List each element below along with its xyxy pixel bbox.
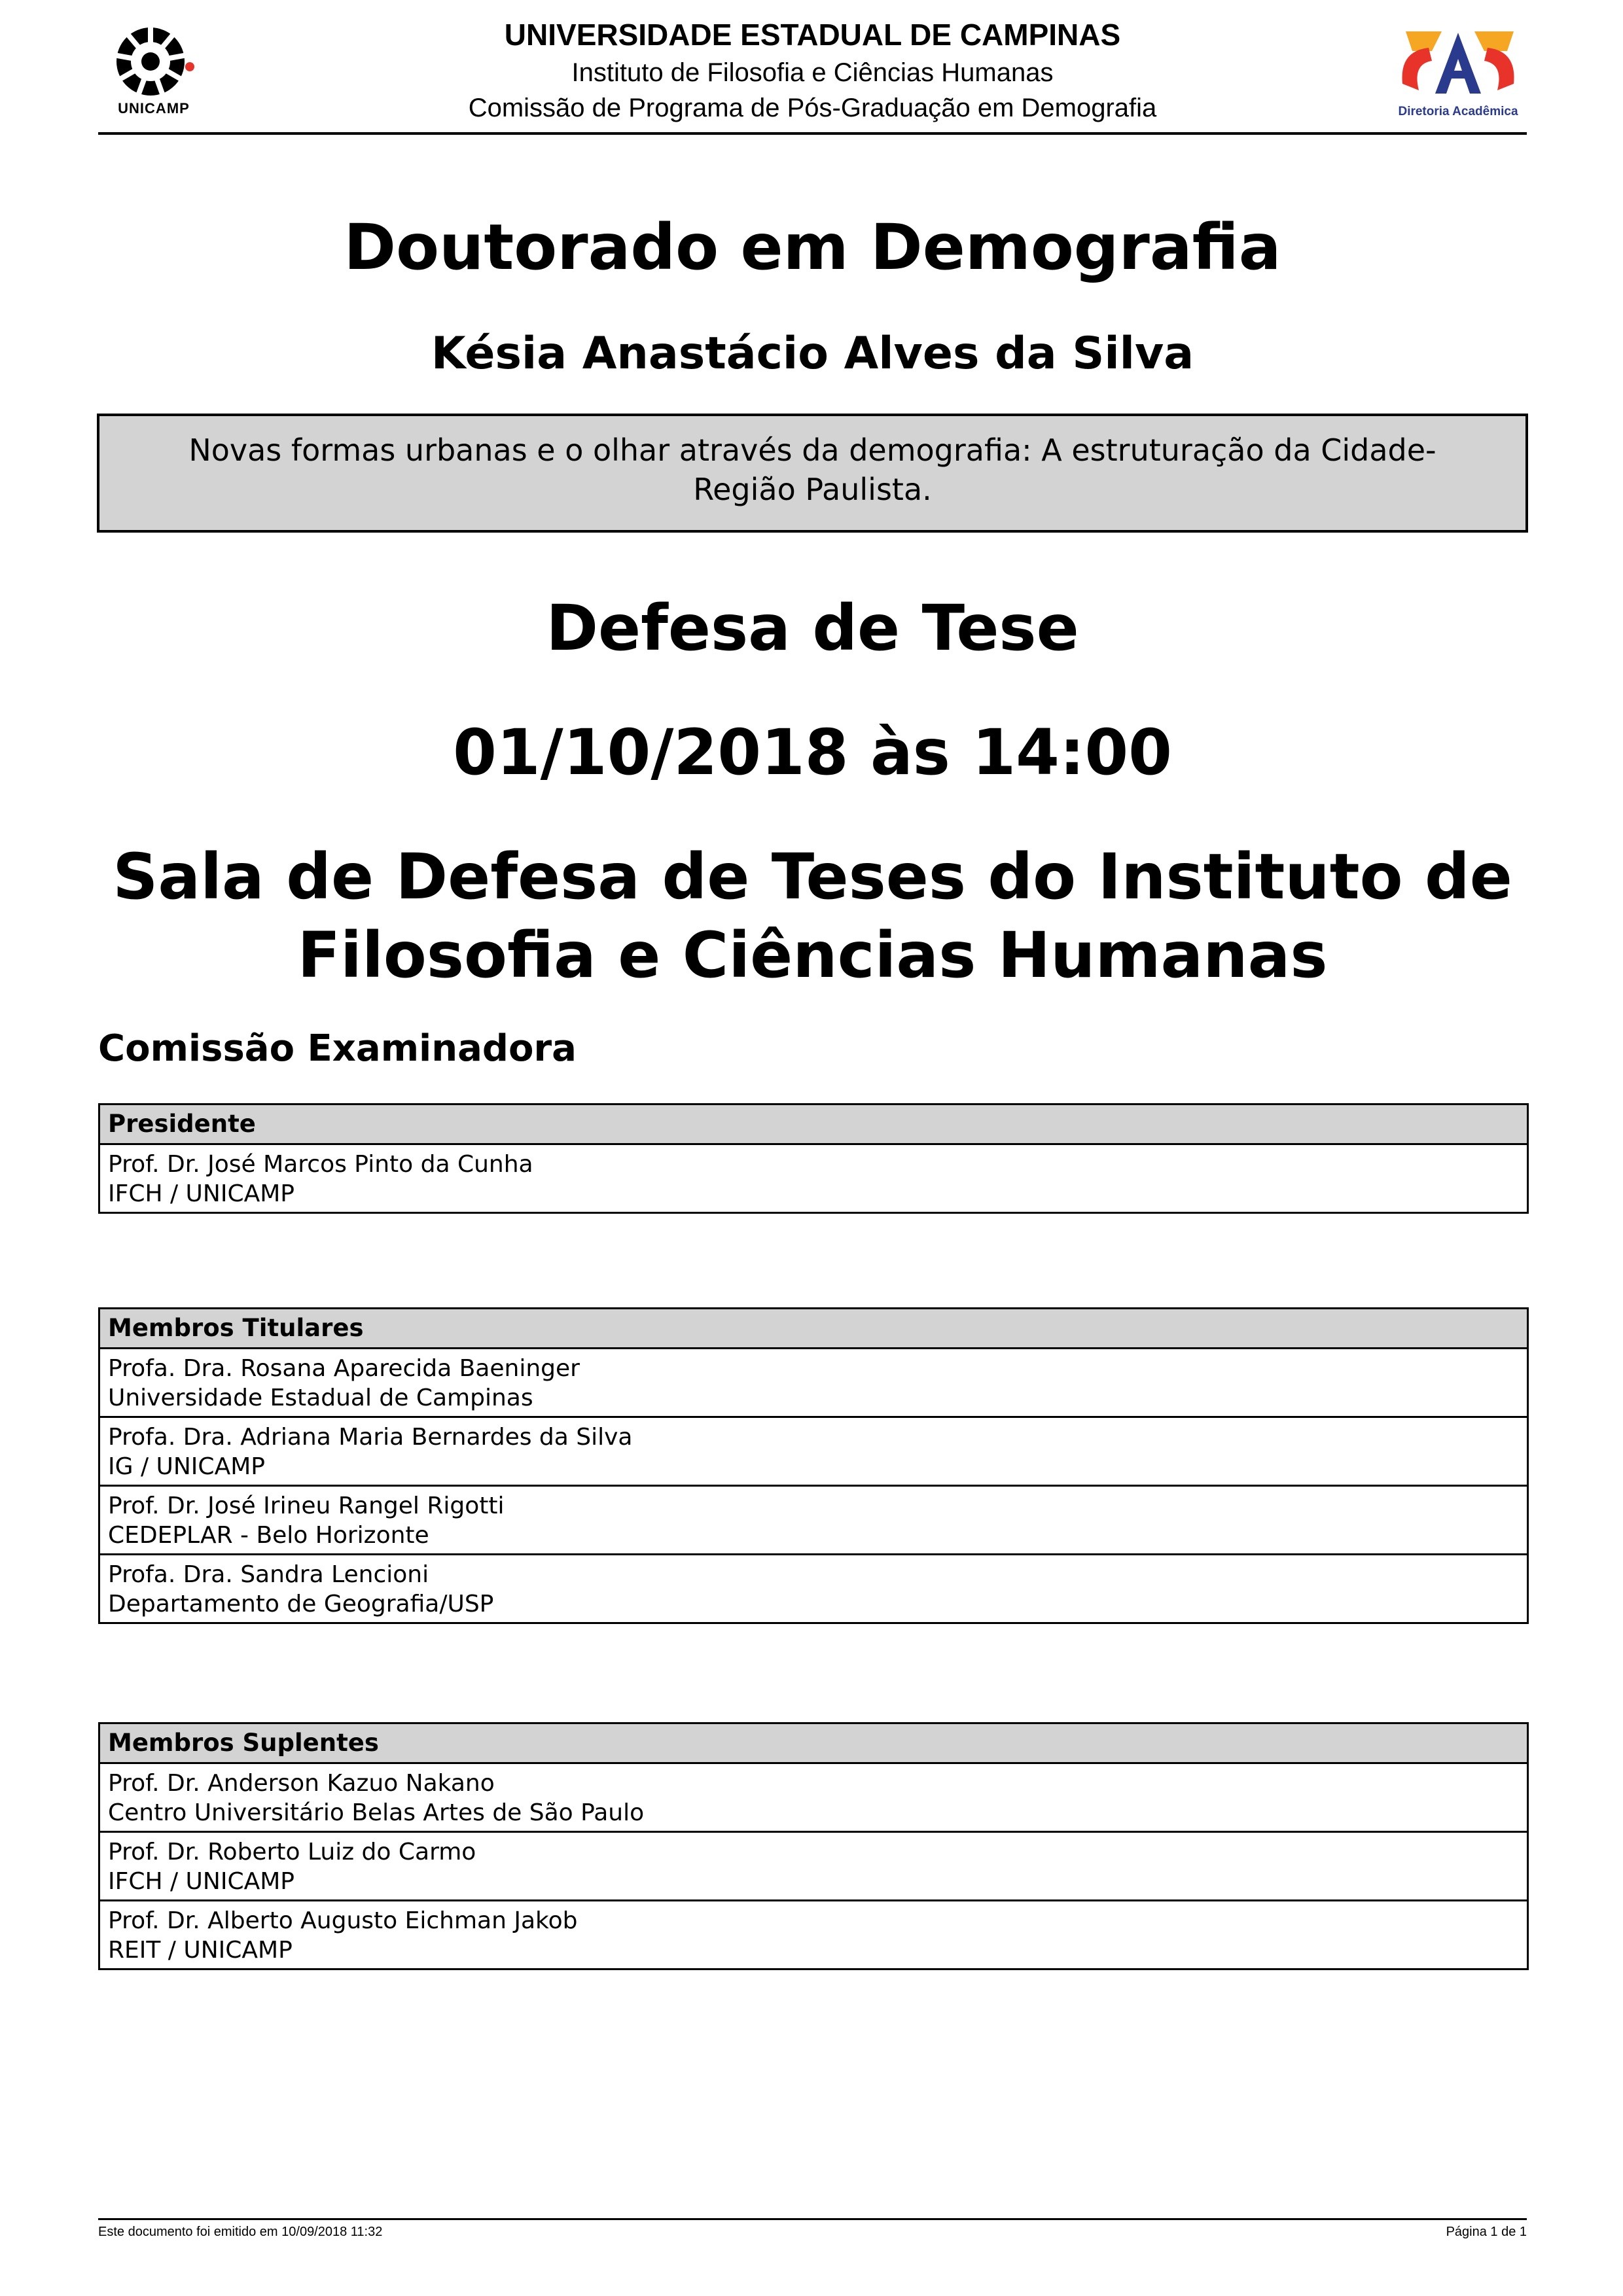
- header-text: [98, 12, 1527, 126]
- institute-name: Instituto de Filosofia e Ciências Humanas: [571, 58, 1054, 87]
- diretoria-academica-logo-icon: [1393, 25, 1524, 103]
- diretoria-academica-logo: [1389, 25, 1527, 133]
- event-room: Sala de Defesa de Teses do Instituto de Filosofia e Ciências Humanas: [113, 840, 1512, 992]
- footer-page-number: Página 1 de 1: [1446, 2225, 1527, 2239]
- member-name: Prof. Dr. Alberto Augusto Eichman Jakob: [108, 1907, 578, 1934]
- substitute-members-table-header: Membros Suplentes: [100, 1724, 1527, 1764]
- member-affiliation: Universidade Estadual de Campinas: [108, 1385, 533, 1411]
- substitute-members-table: [98, 1722, 1529, 1970]
- program-title: Doutorado em Demografia: [344, 211, 1281, 284]
- table-row: [100, 1349, 1527, 1418]
- thesis-title: Novas formas urbanas e o olhar através da demografia: A estruturação da Cidade-Região Paulista.: [188, 433, 1436, 507]
- member-affiliation: IG / UNICAMP: [108, 1453, 265, 1480]
- commission-name: Comissão de Programa de Pós-Graduação em Demografia: [468, 94, 1157, 122]
- president-table: [98, 1103, 1529, 1214]
- diretoria-academica-logo-label: Diretoria Acadêmica: [1398, 105, 1518, 118]
- footer-divider: [98, 2218, 1527, 2220]
- table-row: [100, 1833, 1527, 1901]
- member-name: Profa. Dra. Rosana Aparecida Baeninger: [108, 1355, 580, 1382]
- member-name: Prof. Dr. Roberto Luiz do Carmo: [108, 1839, 476, 1865]
- member-affiliation: Departamento de Geografia/USP: [108, 1591, 494, 1617]
- event-datetime: 01/10/2018 às 14:00: [453, 716, 1172, 789]
- table-row: [100, 1145, 1527, 1214]
- member-name: Profa. Dra. Sandra Lencioni: [108, 1561, 429, 1588]
- header-divider: [98, 132, 1527, 135]
- member-affiliation: IFCH / UNICAMP: [108, 1180, 294, 1207]
- table-row: [100, 1901, 1527, 1970]
- table-row: [100, 1487, 1527, 1555]
- table-row: [100, 1555, 1527, 1624]
- committee-heading: Comissão Examinadora: [98, 1027, 577, 1070]
- titular-members-table: [98, 1307, 1529, 1624]
- university-name: UNIVERSIDADE ESTADUAL DE CAMPINAS: [504, 18, 1121, 52]
- member-name: Profa. Dra. Adriana Maria Bernardes da Silva: [108, 1424, 633, 1451]
- member-name: Prof. Dr. José Marcos Pinto da Cunha: [108, 1151, 533, 1178]
- member-affiliation: REIT / UNICAMP: [108, 1937, 293, 1964]
- table-row: [100, 1764, 1527, 1833]
- president-table-header: Presidente: [100, 1105, 1527, 1145]
- titular-members-table-header: Membros Titulares: [100, 1309, 1527, 1349]
- unicamp-logo-label: UNICAMP: [118, 100, 190, 116]
- document-header: [98, 12, 1527, 133]
- member-name: Prof. Dr. José Irineu Rangel Rigotti: [108, 1492, 505, 1519]
- footer-issued-date: Este documento foi emitido em 10/09/2018 11:32: [98, 2225, 383, 2239]
- member-affiliation: CEDEPLAR - Belo Horizonte: [108, 1522, 429, 1549]
- student-name: Késia Anastácio Alves da Silva: [431, 328, 1194, 380]
- member-affiliation: IFCH / UNICAMP: [108, 1868, 294, 1895]
- thesis-title-box: [97, 414, 1528, 533]
- member-affiliation: Centro Universitário Belas Artes de São Paulo: [108, 1799, 645, 1826]
- table-row: [100, 1418, 1527, 1487]
- event-title: Defesa de Tese: [546, 592, 1079, 665]
- member-name: Prof. Dr. Anderson Kazuo Nakano: [108, 1770, 495, 1797]
